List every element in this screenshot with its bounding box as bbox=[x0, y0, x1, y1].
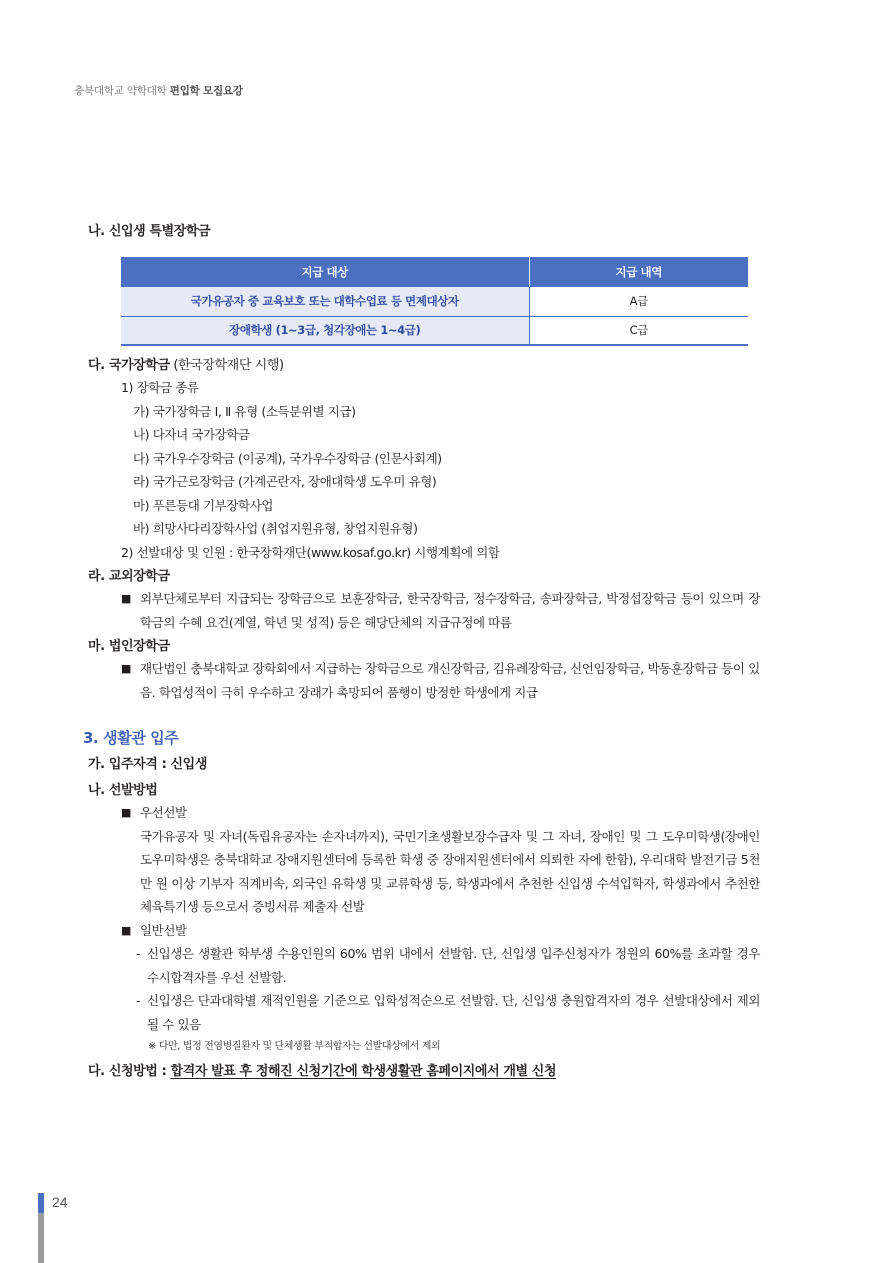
general-selection-item: 신입생은 단과대학별 재적인원을 기준으로 입학성적순으로 선발함. 단, 신입생 충원합격자의 경우 선발대상에서 제외될 수 있음 bbox=[147, 993, 760, 1032]
section-ra-title: 라. 교외장학금 bbox=[88, 569, 170, 584]
main-content bbox=[83, 222, 760, 1082]
application-method-text: 합격자 발표 후 정해진 신청기간에 학생생활관 홈페이지에서 개별 신청 bbox=[170, 1064, 557, 1079]
square-bullet-icon: ■ bbox=[121, 592, 131, 605]
list-item bbox=[88, 657, 760, 704]
selection-method-title: 나. 선발방법 bbox=[88, 783, 158, 798]
page-number: 24 bbox=[52, 1194, 68, 1210]
square-bullet-icon: ■ bbox=[121, 806, 131, 819]
list-item: 마) 푸른등대 기부장학사업 bbox=[133, 497, 274, 513]
dash-bullet-icon: - bbox=[136, 946, 141, 961]
list-item: 가) 국가장학금 Ⅰ, Ⅱ 유형 (소득분위별 지급) bbox=[133, 403, 356, 419]
scholarship-type-heading: 1) 장학금 종류 bbox=[121, 380, 199, 395]
selection-target-item: 2) 선발대상 및 인원 : 한국장학재단(www.kosaf.go.kr) 시행계획에 의함 bbox=[121, 544, 500, 560]
table-header-amount: 지급 내역 bbox=[529, 257, 748, 287]
bullet-text: 외부단체로부터 지급되는 장학금으로 보훈장학금, 한국장학금, 정수장학금, 송파장학금, 박정섭장학금 등이 있으며 장학금의 수혜 요건(계열, 학년 및 성적) 등은 해당단체의 지급규정에 따름 bbox=[140, 591, 760, 630]
square-bullet-icon: ■ bbox=[121, 662, 131, 675]
header-text: 충북대학교 약학대학 bbox=[74, 85, 170, 97]
exclusion-note: ※ 다만, 법정 전염병질환자 및 단체생활 부적합자는 선발대상에서 제외 bbox=[148, 1041, 441, 1052]
table-cell-amount: A급 bbox=[529, 287, 748, 316]
list-item: 나) 다자녀 국가장학금 bbox=[133, 427, 250, 442]
priority-selection-text: 국가유공자 및 자녀(독립유공자는 손자녀까지), 국민기초생활보장수급자 및 그 자녀, 장애인 및 그 도우미학생(장애인 도우미학생은 충북대학교 장애지원센터에 등록한 학생 중 장애지원센터에서 의뢰한 자에 한함), 우리대학 발전기금 5천만 원 이상 기부자 직계비속, 외국인 유학생 및 교류학생 등, 학생과에서 추천한 신입생 수석입학자, 학생과에서 추천한 체육특기생 등으로서 증빙서류 제출자 선발 bbox=[140, 828, 760, 914]
section-na-title: 나. 신입생 특별장학금 bbox=[88, 224, 211, 239]
list-item bbox=[88, 942, 760, 989]
section-da-title bbox=[88, 356, 760, 376]
table-header-target: 지급 대상 bbox=[121, 257, 529, 287]
table-row bbox=[121, 287, 748, 316]
application-method bbox=[88, 1062, 760, 1082]
list-item bbox=[88, 801, 760, 825]
table-cell-target: 장애학생 (1~3급, 청각장애는 1~4급) bbox=[121, 316, 529, 345]
list-item bbox=[88, 989, 760, 1036]
page-side-bar-accent bbox=[38, 1193, 44, 1213]
section-3-title: 3. 생활관 입주 bbox=[83, 729, 179, 747]
header-text-bold: 편입학 모집요강 bbox=[169, 85, 243, 97]
application-method-label: 다. 신청방법 : bbox=[88, 1064, 171, 1079]
list-item: 다) 국가우수장학금 (이공계), 국가우수장학금 (인문사회계) bbox=[133, 450, 442, 466]
priority-selection-label: 우선선발 bbox=[140, 805, 187, 820]
running-header bbox=[74, 83, 243, 98]
general-selection-label: 일반선발 bbox=[140, 922, 187, 938]
table-header-row bbox=[121, 257, 748, 287]
dash-bullet-icon: - bbox=[136, 993, 141, 1008]
list-item: 라) 국가근로장학금 (가계곤란자, 장애대학생 도우미 유형) bbox=[133, 474, 437, 489]
list-item bbox=[88, 587, 760, 634]
scholarship-table bbox=[121, 257, 748, 346]
list-item bbox=[88, 919, 760, 943]
bullet-text: 재단법인 충북대학교 장학회에서 지급하는 장학금으로 개신장학금, 김유례장학금, 신언임장학금, 박동훈장학금 등이 있음. 학업성적이 극히 우수하고 장래가 촉망되어 품행이 방정한 학생에게 지급 bbox=[140, 661, 760, 700]
table-row bbox=[121, 316, 748, 345]
table-cell-target: 국가유공자 중 교육보호 또는 대학수업료 등 면제대상자 bbox=[121, 287, 529, 316]
square-bullet-icon: ■ bbox=[121, 923, 131, 937]
section-da-title-note: (한국장학재단 시행) bbox=[169, 358, 284, 373]
list-item: 바) 희망사다리장학사업 (취업지원유형, 창업지원유형) bbox=[133, 521, 418, 536]
section-da-title-bold: 다. 국가장학금 bbox=[88, 358, 170, 373]
eligibility-line: 가. 입주자격 : 신입생 bbox=[88, 757, 207, 772]
page-side-bar bbox=[38, 1193, 44, 1263]
general-selection-item: 신입생은 생활관 학부생 수용인원의 60% 범위 내에서 선발함. 단, 신입생 입주신청자가 정원의 60%를 초과할 경우 수시합격자를 우선 선발함. bbox=[147, 946, 760, 985]
table-cell-amount: C급 bbox=[529, 316, 748, 345]
section-ma-title: 마. 법인장학금 bbox=[88, 639, 170, 654]
